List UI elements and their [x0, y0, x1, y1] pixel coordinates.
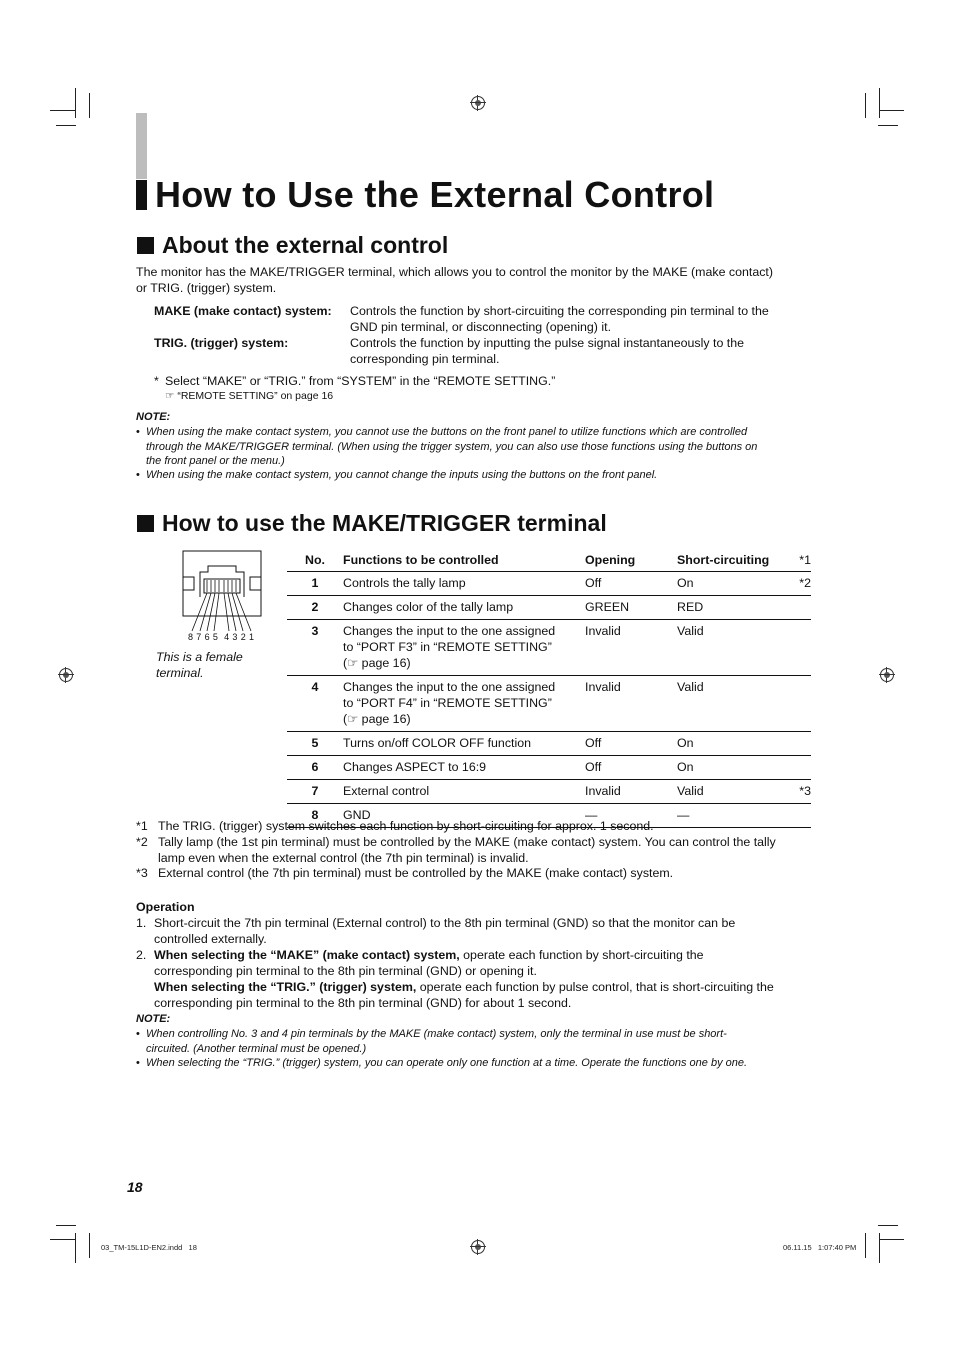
footnote-3: *3 External control (the 7th pin terminal) must be controlled by the MAKE (make contact) system.: [136, 866, 674, 880]
crop-mark: [878, 1225, 898, 1226]
title-marker: [136, 180, 147, 210]
timestamp-slug: 06.11.15 1:07:40 PM: [783, 1243, 857, 1252]
footnote-1: *1 The TRIG. (trigger) system switches each function by short-circuiting for approx. 1 second.: [136, 819, 654, 833]
table-row: 2 Changes color of the tally lamp GREEN RED: [287, 596, 811, 620]
footnote-2: *2 Tally lamp (the 1st pin terminal) must be controlled by the MAKE (make contact) system. You can control the tally lamp even when the external control (the 7th pin terminal) is invalid.: [136, 835, 776, 865]
registration-mark-icon: [471, 1240, 485, 1254]
crop-mark: [865, 93, 866, 118]
crop-mark: [89, 93, 90, 118]
col-header-no: No.: [287, 550, 343, 572]
asterisk-mark: *: [154, 374, 159, 388]
table-row: 1 Controls the tally lamp Off On *2: [287, 572, 811, 596]
table-row: 7 External control Invalid Valid *3: [287, 780, 811, 804]
operation-step-2: 2. When selecting the “MAKE” (make contact) system, operate each function by short-circuiting the corresponding pin terminal to the 8th pin terminal (GND) or opening it. When selecting the “TRIG.” (trigger) system, operate each function by pulse control, that is short-circuiting the corresponding pin terminal to the 8th pin terminal (GND) for about 1 second.: [136, 948, 774, 1010]
crop-mark: [879, 1233, 880, 1263]
intro-paragraph: The monitor has the MAKE/TRIGGER terminal, which allows you to control the monitor by the MAKE (make contact) or TRIG. (trigger) system.: [136, 265, 773, 295]
bullet-icon: •: [136, 1028, 140, 1040]
table-row: 6 Changes ASPECT to 16:9 Off On: [287, 756, 811, 780]
operation-title: Operation: [136, 900, 195, 914]
crop-mark: [75, 1233, 76, 1263]
note-title: NOTE:: [136, 1013, 171, 1025]
col-header-opening: Opening: [585, 550, 677, 572]
page-title: How to Use the External Control: [155, 174, 715, 215]
crop-mark: [50, 1239, 75, 1240]
col-header-footnote: *1: [787, 550, 811, 572]
section-heading-terminal: How to use the MAKE/TRIGGER terminal: [162, 510, 607, 536]
def-term-trig: TRIG. (trigger) system:: [154, 336, 289, 350]
crop-mark: [878, 125, 898, 126]
table-row: 4 Changes the input to the one assigned to “PORT F4” in “REMOTE SETTING” (☞ page 16) Invalid Valid: [287, 676, 811, 732]
bullet-icon: •: [136, 469, 140, 481]
note-item: • When using the make contact system, you cannot change the inputs using the buttons on the front panel.: [136, 469, 658, 481]
def-desc-trig: Controls the function by inputting the pulse signal instantaneously to the corresponding pin terminal.: [350, 336, 745, 366]
crop-mark: [75, 88, 76, 118]
crop-mark: [56, 125, 76, 126]
def-term-make: MAKE (make contact) system:: [154, 304, 332, 318]
note-item: • When selecting the “TRIG.” (trigger) system, you can operate only one function at a time. Operate the functions one by one.: [136, 1057, 748, 1069]
section-square-icon: [137, 515, 154, 532]
crop-mark: [50, 110, 75, 111]
crop-mark: [879, 88, 880, 118]
table-header-row: [287, 550, 811, 572]
crop-mark: [56, 1225, 76, 1226]
file-slug: 03_TM-15L1D-EN2.indd 18: [101, 1243, 197, 1252]
table-row: 8 GND — —: [287, 804, 811, 828]
select-system-note: Select “MAKE” or “TRIG.” from “SYSTEM” in the “REMOTE SETTING.”: [165, 374, 556, 388]
table-row: 5 Turns on/off COLOR OFF function Off On: [287, 732, 811, 756]
registration-mark-icon: [880, 668, 894, 682]
crop-mark: [865, 1233, 866, 1258]
section-heading-about: About the external control: [162, 232, 449, 258]
crop-mark: [879, 110, 904, 111]
col-header-function: Functions to be controlled: [343, 550, 585, 572]
crop-mark: [89, 1233, 90, 1258]
note-item: • When controlling No. 3 and 4 pin terminals by the MAKE (make contact) system, only the terminal in use must be short- circuited. (Another terminal must be opened.): [136, 1028, 727, 1055]
section-square-icon: [137, 237, 154, 254]
def-desc-make: Controls the function by short-circuiting the corresponding pin terminal to the GND pin terminal, or disconnecting (opening) it.: [350, 304, 769, 334]
bullet-icon: •: [136, 1057, 140, 1069]
remote-setting-ref: ☞ “REMOTE SETTING” on page 16: [165, 390, 334, 402]
terminal-caption: This is a female terminal.: [156, 650, 243, 680]
registration-mark-icon: [59, 668, 73, 682]
page-number: 18: [127, 1179, 143, 1195]
control-table: [287, 550, 811, 828]
col-header-short: Short-circuiting: [677, 550, 787, 572]
table-row: 3 Changes the input to the one assigned to “PORT F3” in “REMOTE SETTING” (☞ page 16) Invalid Valid: [287, 620, 811, 676]
title-accent-bar: [136, 113, 147, 179]
pin-number-labels: 8 7 6 5 4 3 2 1: [188, 632, 255, 642]
registration-mark-icon: [471, 96, 485, 110]
note-item: • When using the make contact system, you cannot use the buttons on the front panel to utilize functions which are controlled through the MAKE/TRIGGER terminal. (When using the trigger system, you can also use those functions using the buttons on the front panel or the menu.): [136, 426, 758, 467]
note-title: NOTE:: [136, 411, 171, 423]
crop-mark: [879, 1239, 904, 1240]
operation-step-1: 1. Short-circuit the 7th pin terminal (External control) to the 8th pin terminal (GND) so that the monitor can be controlled externally.: [136, 916, 736, 946]
bullet-icon: •: [136, 426, 140, 438]
